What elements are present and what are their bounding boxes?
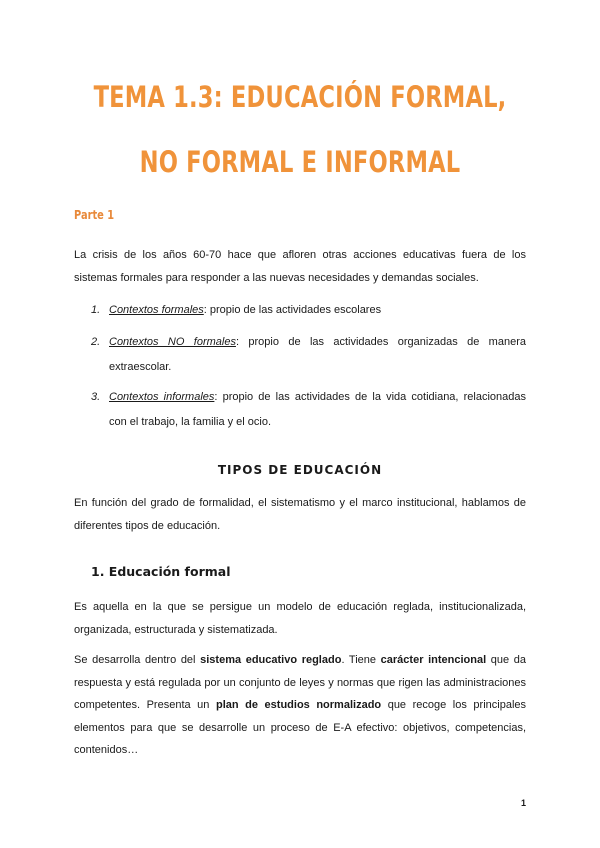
bold-term: plan de estudios normalizado: [215, 699, 382, 711]
context-desc: : propio de las actividades organizadas de manera extraescolar.: [109, 336, 526, 373]
part-label: Parte 1: [74, 208, 115, 222]
context-term: Contextos formales: [109, 304, 204, 316]
types-intro-paragraph: En función del grado de formalidad, el sistematismo y el marco institucional, hablamos de diferentes tipos de educación.: [74, 497, 526, 532]
context-desc: : propio de las actividades de la vida cotidiana, relacionadas con el trabajo, la familia y el ocio.: [109, 391, 526, 428]
subsection-heading-formal: 1. Educación formal: [91, 564, 231, 579]
bold-term: carácter intencional: [380, 654, 487, 666]
context-number: 3.: [91, 391, 101, 403]
formal-paragraph-1: Es aquella en la que se persigue un modelo de educación reglada, institucionalizada, organizada, estructurada y sistematizada.: [74, 601, 526, 636]
text-run: que da respuesta y está regulada por un conjunto de leyes y normas que rigen las administraciones competentes. Presenta un: [74, 654, 526, 711]
document-title-line-1: TEMA 1.3: EDUCACIÓN FORMAL,: [93, 80, 507, 114]
document-title-line-2: NO FORMAL E INFORMAL: [139, 145, 461, 179]
intro-paragraph: La crisis de los años 60-70 hace que afloren otras acciones educativas fuera de los sistemas formales para responder a las nuevas necesidades y demandas sociales.: [74, 249, 526, 284]
context-item-formal: [109, 298, 526, 323]
context-item-no-formal: [109, 330, 526, 380]
text-run: Se desarrolla dentro del: [74, 654, 201, 666]
text-run: . Tiene: [341, 654, 381, 666]
formal-paragraph-2: [74, 649, 526, 762]
bold-term: sistema educativo reglado: [200, 654, 342, 666]
context-number: 2.: [91, 336, 101, 348]
context-desc: : propio de las actividades escolares: [203, 304, 382, 316]
context-number: 1.: [91, 304, 101, 316]
page-number: 1: [520, 798, 526, 808]
context-term: Contextos NO formales: [109, 336, 236, 348]
context-item-informal: [109, 385, 526, 435]
section-heading-types: TIPOS DE EDUCACIÓN: [217, 463, 383, 477]
context-term: Contextos informales: [109, 391, 215, 403]
text-run: que recoge los principales elementos para que se desarrolle un proceso de E-A efectivo: objetivos, competencias, contenidos…: [74, 699, 527, 756]
